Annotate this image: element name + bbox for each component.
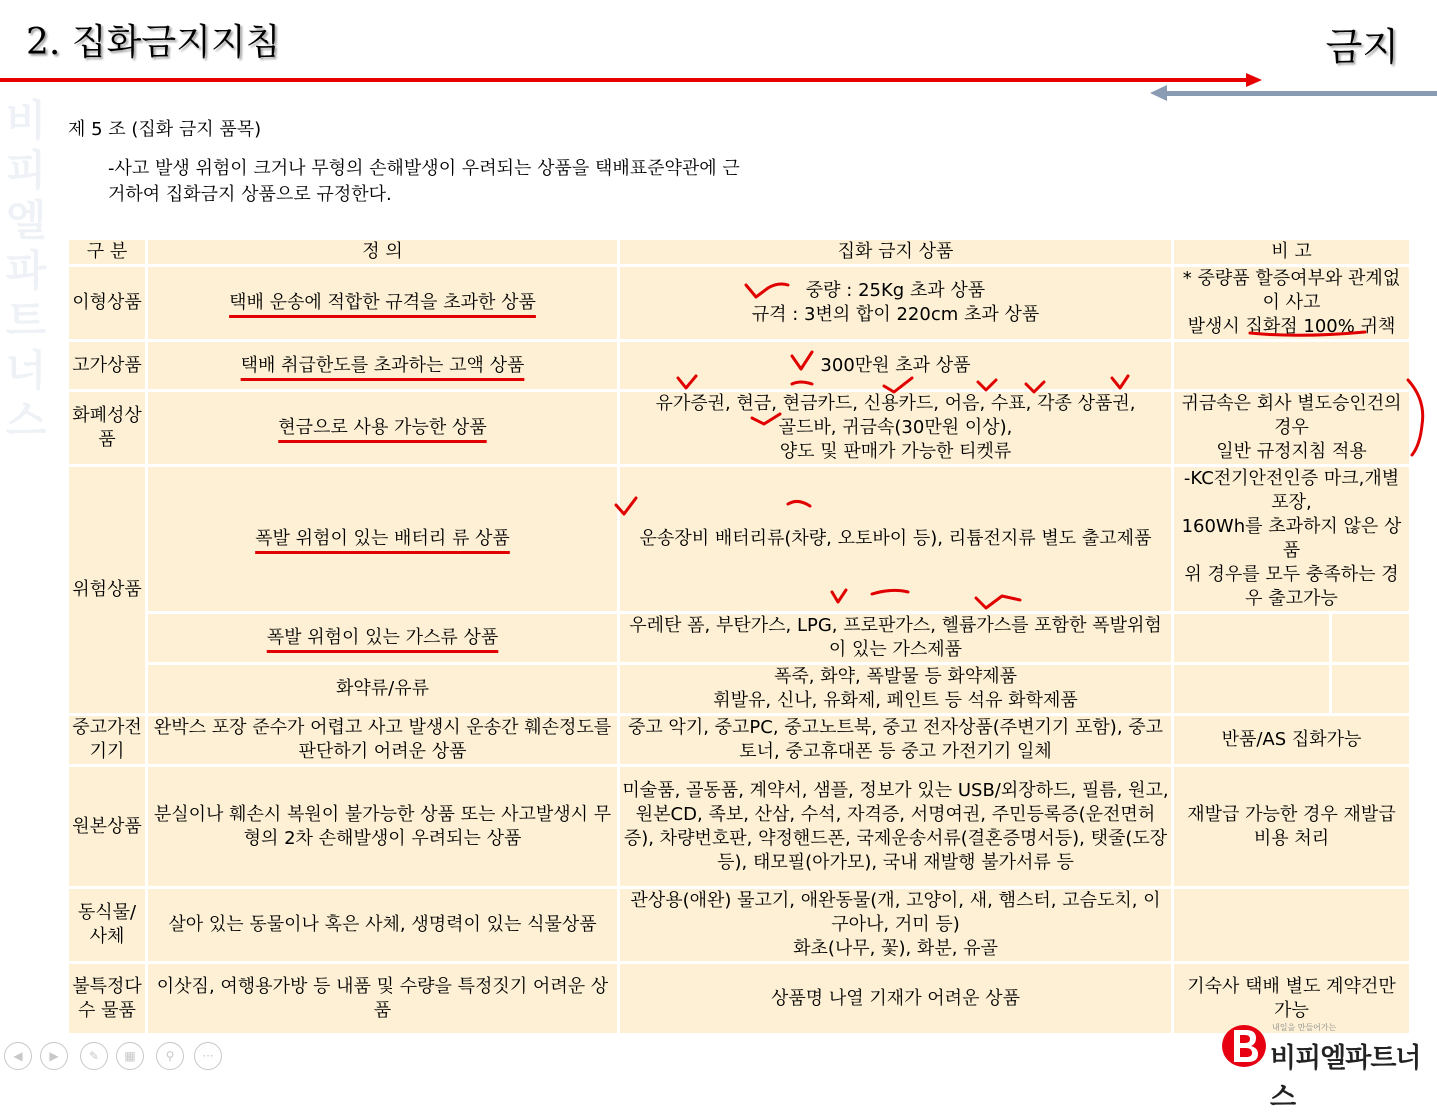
- table-row: [68, 715, 1411, 766]
- items-cell: 300만원 초과 상품: [619, 341, 1173, 391]
- items-line: 양도 및 판매가 가능한 티켓류: [779, 441, 1012, 462]
- category-cell: 동식물/사체: [68, 888, 147, 963]
- items-cell: 상품명 나열 기재가 어려운 상품: [619, 963, 1173, 1035]
- prohibited-items-table: [66, 237, 1412, 1036]
- article-heading: 제 5 조 (집화 금지 품목): [68, 119, 262, 140]
- items-cell: [619, 391, 1173, 466]
- definition-text: 폭발 위험이 있는 가스류 상품: [266, 627, 499, 648]
- definition-cell: 살아 있는 동물이나 혹은 사체, 생명력이 있는 식물상품: [147, 888, 619, 963]
- table-row: [68, 266, 1411, 341]
- items-line: 규격 : 3변의 합이 220cm 초과 상품: [751, 304, 1040, 325]
- definition-cell: 이삿짐, 여행용가방 등 내품 및 수량을 특정짓기 어려운 상품: [147, 963, 619, 1035]
- items-line: 중량 : 25Kg 초과 상품: [805, 280, 986, 301]
- next-icon[interactable]: ▶: [40, 1042, 68, 1070]
- logo-slogan: 내일을 만들어가는: [1272, 1023, 1337, 1032]
- remarks-line: 일반 규정지침 적용: [1216, 441, 1367, 462]
- table-row: [68, 888, 1411, 963]
- category-cell: 원본상품: [68, 766, 147, 888]
- blue-rule: [1166, 91, 1437, 96]
- items-cell: 우레탄 폼, 부탄가스, LPG, 프로판가스, 헬륨가스를 포함한 폭발위험이 있는 가스제품: [619, 613, 1173, 664]
- definition-cell: [147, 391, 619, 466]
- remarks-cell: [1173, 466, 1411, 613]
- items-line: 화초(나무, 꽃), 화분, 유골: [793, 938, 998, 959]
- remarks-cell: [1173, 664, 1331, 715]
- zoom-icon[interactable]: ⚲: [156, 1042, 184, 1070]
- category-cell: 이형상품: [68, 266, 147, 341]
- table-header-row: [68, 239, 1411, 266]
- more-icon[interactable]: ···: [194, 1042, 222, 1070]
- category-cell: 위험상품: [68, 466, 147, 715]
- remarks-cell: 기숙사 택배 별도 계약건만 가능: [1173, 963, 1411, 1035]
- article-description: [108, 156, 868, 208]
- category-cell: 불특정다수 물품: [68, 963, 147, 1035]
- items-line: 관상용(애완) 물고기, 애완동물(개, 고양이, 새, 햄스터, 고슴도치, 이구아나, 거미 등): [630, 890, 1161, 935]
- table-row: [68, 613, 1411, 664]
- items-cell: 미술품, 골동품, 계약서, 샘플, 정보가 있는 USB/외장하드, 필름, 원고, 원본CD, 족보, 산삼, 수석, 자격증, 서명여권, 주민등록증(운전면허증), 차량번호판, 약정핸드폰, 국제운송서류(결혼증명서등), 탯줄(도장등), 태모필(아가모), 국내 재발행 불가서류 등: [619, 766, 1173, 888]
- remarks-cell: [1173, 888, 1411, 963]
- section-tag: 금지: [1325, 25, 1399, 69]
- red-arrow-icon: [1246, 73, 1262, 87]
- remarks-cell: [1331, 664, 1411, 715]
- remarks-line: 위 경우를 모두 충족하는 경우 출고가능: [1184, 564, 1399, 609]
- table-row: [68, 466, 1411, 613]
- table-row: [68, 963, 1411, 1035]
- items-cell: [619, 664, 1173, 715]
- header-items: 집화 금지 상품: [619, 239, 1173, 266]
- description-line: 거하여 집화금지 상품으로 규정한다.: [108, 184, 392, 205]
- items-cell: [619, 888, 1173, 963]
- remarks-line: * 중량품 할증여부와 관계없이 사고: [1182, 268, 1401, 313]
- remarks-cell: [1173, 266, 1411, 341]
- definition-text: 택배 취급한도를 초과하는 고액 상품: [240, 354, 525, 376]
- description-line: -사고 발생 위험이 크거나 무형의 손해발생이 우려되는 상품을 택배표준약관에 근: [108, 158, 740, 179]
- watermark: 비피엘파트너스: [5, 96, 47, 445]
- items-cell: [619, 266, 1173, 341]
- category-cell: 화폐성상품: [68, 391, 147, 466]
- items-line: 휘발유, 신나, 유화제, 페인트 등 석유 화학제품: [713, 690, 1078, 711]
- blue-arrow-icon: [1150, 85, 1167, 101]
- definition-cell: [147, 266, 619, 341]
- definition-cell: [147, 466, 619, 613]
- pen-icon[interactable]: ✎: [80, 1042, 108, 1070]
- definition-cell: 화약류/유류: [147, 664, 619, 715]
- definition-text: 폭발 위험이 있는 배터리 류 상품: [255, 528, 510, 549]
- items-line: 골드바, 귀금속(30만원 이상),: [778, 417, 1013, 438]
- definition-cell: 완박스 포장 준수가 어렵고 사고 발생시 운송간 훼손정도를 판단하기 어려운 상품: [147, 715, 619, 766]
- slides-icon[interactable]: ▦: [116, 1042, 144, 1070]
- prev-icon[interactable]: ◀: [4, 1042, 32, 1070]
- items-line: 폭죽, 화약, 폭발물 등 화약제품: [774, 666, 1017, 687]
- header-category: 구 분: [68, 239, 147, 266]
- remarks-line: -KC전기안전인증 마크,개별포장,: [1183, 468, 1400, 513]
- items-line: 유가증권, 현금, 현금카드, 신용카드, 어음, 수표, 각종 상품권,: [655, 393, 1136, 414]
- remarks-line: 발생시 집화점 100% 귀책: [1187, 316, 1396, 337]
- definition-cell: [147, 613, 619, 664]
- category-cell: 중고가전기기: [68, 715, 147, 766]
- remarks-cell: [1173, 613, 1331, 664]
- header-remarks: 비 고: [1173, 239, 1411, 266]
- remarks-cell: 재발급 가능한 경우 재발급 비용 처리: [1173, 766, 1411, 888]
- table-row: [68, 341, 1411, 391]
- table-row: [68, 766, 1411, 888]
- remarks-line: 귀금속은 회사 별도승인건의 경우: [1181, 393, 1402, 438]
- definition-cell: [147, 341, 619, 391]
- remarks-cell: [1331, 613, 1411, 664]
- remarks-cell: [1173, 341, 1411, 391]
- page-title: 2. 집화금지지침: [26, 22, 281, 63]
- items-cell: 중고 악기, 중고PC, 중고노트북, 중고 전자상품(주변기기 포함), 중고토너, 중고휴대폰 등 중고 가전기기 일체: [619, 715, 1173, 766]
- title-underline: [0, 78, 1250, 82]
- definition-cell: 분실이나 훼손시 복원이 불가능한 상품 또는 사고발생시 무형의 2차 손해발생이 우려되는 상품: [147, 766, 619, 888]
- definition-text: 현금으로 사용 가능한 상품: [278, 417, 487, 438]
- table-row: [68, 391, 1411, 466]
- definition-text: 택배 운송에 적합한 규격을 초과한 상품: [229, 292, 536, 313]
- header-definition: 정 의: [147, 239, 619, 266]
- remarks-cell: 반품/AS 집화가능: [1173, 715, 1411, 766]
- items-cell: 운송장비 배터리류(차량, 오토바이 등), 리튬전지류 별도 출고제품: [619, 466, 1173, 613]
- remarks-line: 160Wh를 초과하지 않은 상품: [1181, 516, 1402, 561]
- logo-name: 비피엘파트너스: [1270, 1043, 1421, 1113]
- table-row: [68, 664, 1411, 715]
- category-cell: 고가상품: [68, 341, 147, 391]
- remarks-cell: [1173, 391, 1411, 466]
